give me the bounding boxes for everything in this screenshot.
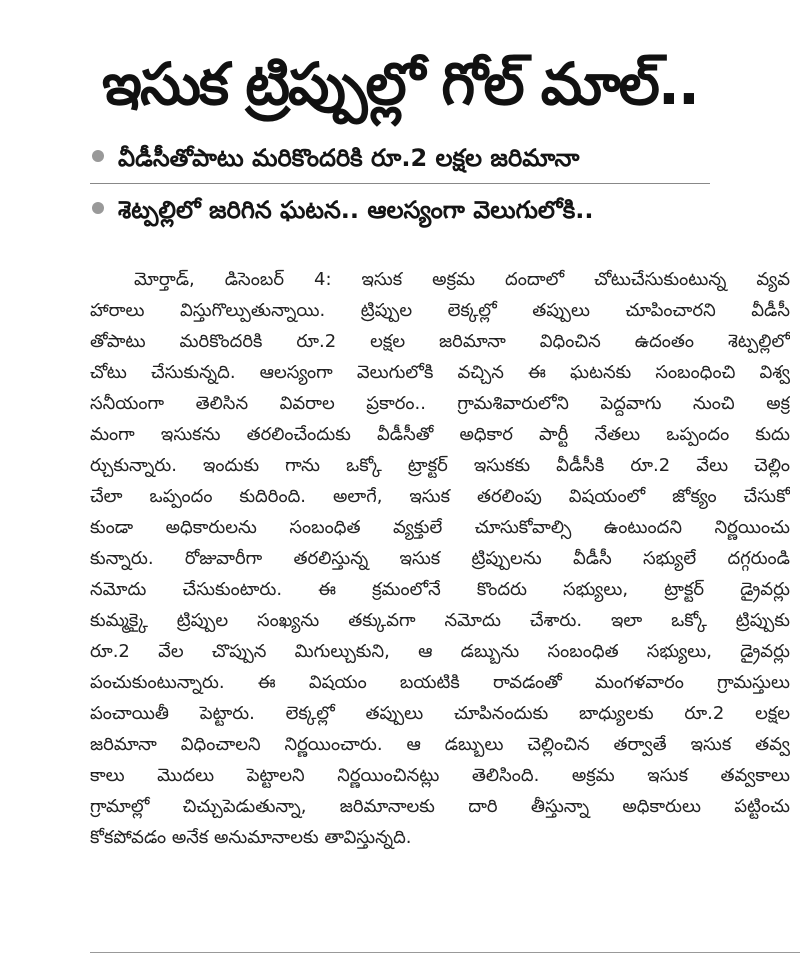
article-line: కాలు మొదలు పెట్టాలని నిర్ణయించినట్లు తెలిసింది. అక్రమ ఇసుక తవ్వకాలు xyxy=(90,765,790,786)
article-line: మోర్తాడ్, డిసెంబర్ 4: ఇసుక అక్రమ దందాలో చోటుచేసుకుంటున్న వ్యవ xyxy=(134,269,790,290)
article-line: పంచాయితీ పెట్టారు. లెక్కల్లో తప్పులు చూపినందుకు బాధ్యులకు రూ.2 లక్షల xyxy=(90,703,790,724)
article-line: పంచుకుంటున్నారు. ఈ విషయం బయటికి రావడంతో మంగళవారం గ్రామస్తులు xyxy=(90,672,790,693)
bottom-divider xyxy=(90,952,800,953)
article-line: సనీయంగా తెలిసిన వివరాల ప్రకారం.. గ్రామశివారులోని పెద్దవాగు నుంచి అక్ర xyxy=(90,393,790,414)
article-line: కుమ్మక్కై ట్రిప్పుల సంఖ్యను తక్కువగా నమోదు చేశారు. ఇలా ఒక్కో ట్రిప్పుకు xyxy=(90,610,790,631)
article-line: తోపాటు మరికొందరికి రూ.2 లక్షల జరిమానా విధించిన ఉదంతం శెట్పల్లిలో xyxy=(90,331,790,352)
article-line: జరిమానా విధించాలని నిర్ణయించారు. ఆ డబ్బులు చెల్లించిన తర్వాతే ఇసుక తవ్వ xyxy=(90,734,790,755)
subhead-2 xyxy=(92,190,732,230)
bullet-icon xyxy=(92,150,104,162)
article-line: చేలా ఒప్పందం కుదిరింది. అలాగే, ఇసుక తరలింపు విషయంలో జోక్యం చేసుకో xyxy=(90,486,790,507)
subhead-2-text: శెట్పల్లిలో జరిగిన ఘటన.. ఆలస్యంగా వెలుగులోకి.. xyxy=(118,196,594,224)
article-line: రూ.2 వేల చొప్పున మిగుల్చుకుని, ఆ డబ్బును సంబంధిత సభ్యులు, డ్రైవర్లు xyxy=(90,641,790,662)
bullet-icon xyxy=(92,202,104,214)
subhead-1 xyxy=(92,138,732,178)
article-line: కోకపోవడం అనేక అనుమానాలకు తావిస్తున్నది. xyxy=(90,827,412,848)
article-line: కుండా అధికారులను సంబంధిత వ్యక్తులే చూసుకోవాల్సి ఉంటుందని నిర్ణయించు xyxy=(90,517,790,538)
article-line: కున్నారు. రోజువారీగా తరలిస్తున్న ఇసుక ట్రిప్పులను వీడీసీ సభ్యులే దగ్గరుండి xyxy=(90,548,790,569)
article-line: మంగా ఇసుకను తరలించేందుకు వీడీసీతో అధికార పార్టీ నేతలు ఒప్పందం కుదు xyxy=(90,424,790,445)
article-line: గ్రామాల్లో చిచ్చుపెడుతున్నా, జరిమానాలకు దారి తీస్తున్నా అధికారులు పట్టించు xyxy=(90,796,790,817)
subhead-divider xyxy=(90,183,710,184)
article-line: చోటు చేసుకున్నది. ఆలస్యంగా వెలుగులోకి వచ్చిన ఈ ఘటనకు సంబంధించి విశ్వ xyxy=(90,362,790,383)
subhead-1-text: వీడీసీతోపాటు మరికొందరికి రూ.2 లక్షల జరిమానా xyxy=(118,144,580,172)
article-body xyxy=(90,264,790,853)
article-line: ర్చుకున్నారు. ఇందుకు గాను ఒక్కో ట్రాక్టర్ ఇసుకకు వీడీసీకి రూ.2 వేలు చెల్లిం xyxy=(90,455,790,476)
headline: ఇసుక ట్రిప్పుల్లో గోల్ మాల్.. xyxy=(102,50,698,118)
article-line: హారాలు విస్తుగొల్పుతున్నాయి. ట్రిప్పుల లెక్కల్లో తప్పులు చూపించారని వీడీసీ xyxy=(90,300,790,321)
article-line: నమోదు చేసుకుంటారు. ఈ క్రమంలోనే కొందరు సభ్యులు, ట్రాక్టర్ డ్రైవర్లు xyxy=(90,579,790,600)
